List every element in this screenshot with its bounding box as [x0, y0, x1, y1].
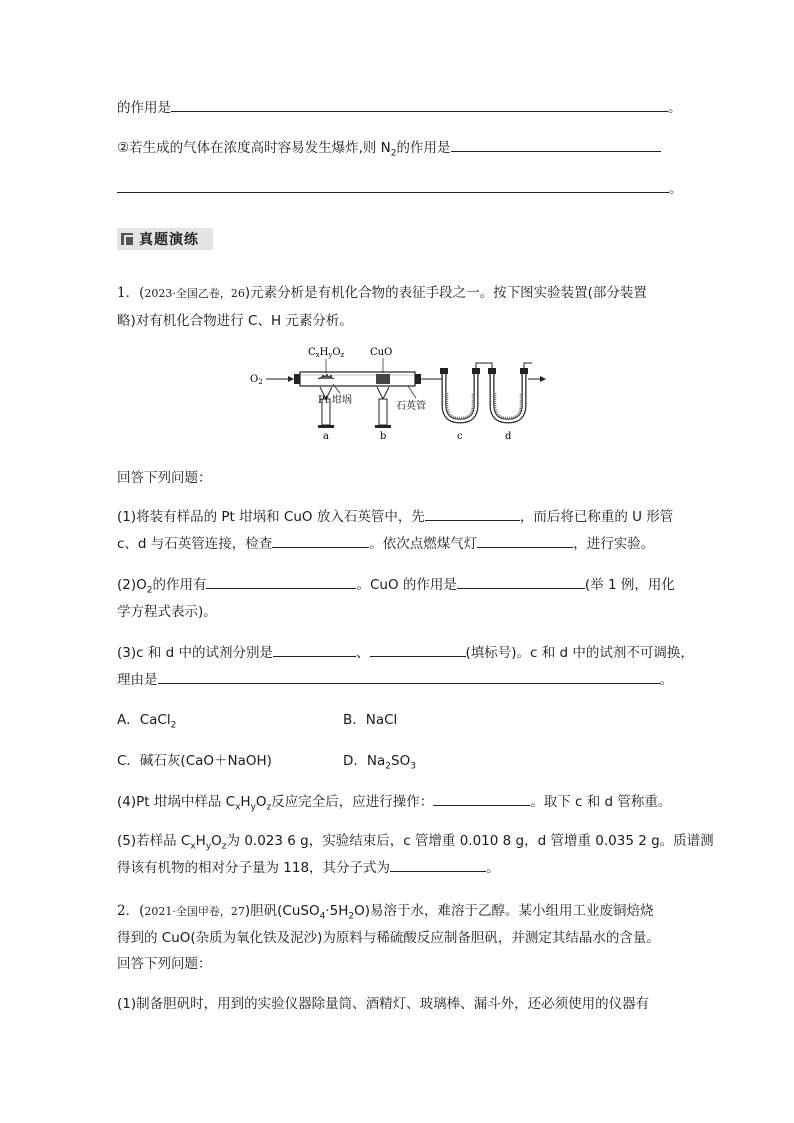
diagram-label-a: a	[323, 431, 329, 442]
diagram-sample-label: $C_xH_yO_z$	[308, 347, 345, 359]
q1-intro-line-1: 1．(2023·全国乙卷，26)元素分析是有机化合物的表征手段之一。按下图实验装置(部分装置	[117, 285, 647, 301]
diagram-pt-label: Pt 坩埚	[318, 395, 352, 406]
q2-intro-line-1: 2．(2021·全国甲卷，27)胆矾$(CuSO_4\cdot 5H_2O)$易溶于水，难溶于乙醇。某小组用工业废铜焙烧	[117, 903, 654, 922]
u-tube-link	[476, 363, 492, 368]
diagram-stopper-right	[415, 374, 421, 384]
diagram-o2-label: $O_2$	[250, 374, 263, 386]
q1-source: 2023·全国乙卷，26	[144, 287, 245, 300]
answer-blank	[272, 532, 369, 548]
q1-part3-line-2: 理由是 。	[117, 668, 673, 688]
q1-part5-line-2: 得该有机物的相对分子量为 118，其分子式为 。	[117, 856, 500, 876]
answer-blank	[273, 641, 356, 657]
answer-blank	[158, 668, 660, 684]
diagram-stopper-left	[294, 374, 300, 384]
answer-blank	[370, 641, 466, 657]
diagram-label-b: b	[380, 431, 387, 442]
section-header	[117, 228, 213, 250]
q1-part5-line-1: (5)若样品 $C_xH_yO_z$为 0.023 6 g，实验结束后，c 管增重 0.010 8 g，d 管增重 0.035 2 g。质谱测	[117, 833, 714, 852]
burner-flame-b	[377, 387, 389, 399]
q1-part1-line-1: (1)将装有样品的 Pt 坩埚和 CuO 放入石英管中，先 ，而后将已称重的 U 形管	[117, 505, 673, 525]
q1-part1-line-2: c、d 与石英管连接，检查 。依次点燃煤气灯 ，进行实验。	[117, 532, 654, 552]
q2-intro-line-3: 回答下列问题：	[117, 956, 212, 972]
answer-blank	[390, 856, 486, 872]
q1-option-c: C．碱石灰(CaO＋NaOH)	[117, 753, 272, 769]
q1-part2-line-2: 学方程式表示)。	[117, 604, 217, 620]
burner-b	[379, 399, 387, 425]
q1-intro-line-2: 略)对有机化合物进行 C、H 元素分析。	[117, 313, 353, 329]
q1-part3-line-1: (3)c 和 d 中的试剂分别是 、 (填标号)。c 和 d 中的试剂不可调换，	[117, 641, 694, 661]
q1-option-a: A．CaCl$_2$	[117, 712, 177, 731]
diagram-label-d: d	[505, 431, 512, 442]
answer-blank	[425, 505, 520, 521]
answer-blank	[477, 532, 573, 548]
answer-blank	[206, 573, 356, 589]
q1-option-d: D．$Na_2SO_3$	[343, 753, 416, 772]
cuo-packing	[376, 374, 390, 384]
top-line-3: 。	[117, 177, 683, 197]
answer-blank	[451, 136, 661, 152]
apparatus-diagram	[248, 343, 548, 443]
top-line-1: 的作用是 。	[117, 96, 682, 116]
q2-intro-line-2: 得到的 CuO(杂质为氧化铁及泥沙)为原料与稀硫酸反应制备胆矾，并测定其结晶水的含量。	[117, 930, 660, 946]
answer-blank	[433, 790, 530, 806]
q1-option-b: B．NaCl	[343, 712, 398, 728]
top-line-2: ②若生成的气体在浓度高时容易发生爆炸,则 $N_2$的作用是	[117, 136, 661, 159]
diagram-cuo-label: CuO	[370, 347, 393, 358]
q1-part2-line-1: $(2)O_2$的作用有 。CuO 的作用是 (举 1 例，用化	[117, 573, 675, 596]
q1-prompt: 回答下列问题：	[117, 470, 212, 486]
diagram-inlet-arrowhead	[288, 376, 294, 382]
answer-blank	[457, 573, 585, 589]
q2-part1: (1)制备胆矾时，用到的实验仪器除量筒、酒精灯、玻璃棒、漏斗外，还必须使用的仪器有	[117, 996, 650, 1012]
q1-part4: (4)Pt 坩埚中样品 $C_xH_yO_z$反应完全后，应进行操作： 。取下 c 和 d 管称重。	[117, 790, 671, 813]
q2-source: 2021·全国甲卷，27	[144, 905, 245, 918]
section-title: 真题演练	[139, 232, 199, 248]
answer-blank	[117, 177, 669, 193]
answer-blank	[171, 96, 668, 112]
diagram-label-c: c	[457, 431, 463, 442]
section-marker-icon	[121, 233, 133, 245]
quartz-tube	[300, 372, 415, 386]
diagram-quartz-label: 石英管	[396, 401, 426, 412]
